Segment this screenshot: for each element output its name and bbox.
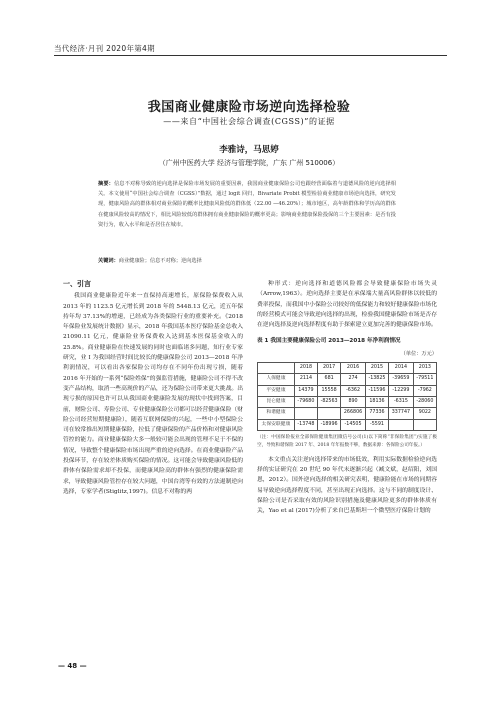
abstract xyxy=(98,179,396,230)
table-cell: -18996 xyxy=(318,419,341,430)
left-column xyxy=(63,279,243,497)
table-header-cell: 2013 xyxy=(413,363,436,374)
table-cell: -79511 xyxy=(413,374,436,385)
table-cell: 18136 xyxy=(365,396,388,407)
table-cell: 266806 xyxy=(341,408,366,419)
table-row-label: 太保安联健康 xyxy=(258,419,295,430)
table-cell: 681 xyxy=(318,374,341,385)
table-cell: 15558 xyxy=(318,385,341,396)
table-cell: 337747 xyxy=(389,408,414,419)
table-header-cell: 2015 xyxy=(365,363,388,374)
table-cell xyxy=(318,408,341,419)
table-title: 表 1 我国主要健康保险公司 2013—2018 年净利润情况 xyxy=(257,338,401,345)
table-cell: -14505 xyxy=(341,419,366,430)
table-row xyxy=(258,396,437,407)
profit-table xyxy=(257,362,437,431)
table-cell: -13825 xyxy=(365,374,388,385)
section-heading-introduction: 一、引言 xyxy=(63,280,91,288)
table-cell: -12299 xyxy=(389,385,414,396)
table-note: （注：中国保险报业全部保险健康集团微信号公司(1)以下简称“非保险集团”)实施了极空，导致和谐保险 2017 年、2018 年年报数不够，数据来源：各保险公司年报。） xyxy=(257,434,437,449)
table-row xyxy=(258,408,437,419)
article-title: 我国商业健康险市场逆向选择检验 xyxy=(147,100,351,115)
table-cell: -39659 xyxy=(389,374,414,385)
right-column-paragraph: 种形式：逆向选择和道德风险都会导致健康保险市场失灵（Arrow,1963）。逆向选择主要是在承保端大量高风险群体以较低的费率投保，而我国中小保险公司较好的低保能力和较好健康保险市场化的经营模式可能会导致逆向选择的出现，检验我国健康保险市场是否存在逆向选择及逆向选择程度有助于探索建立更加完善的健康保险市场。 xyxy=(257,281,437,329)
table-cell xyxy=(294,408,317,419)
article-authors: 李雅诗，马思婷 xyxy=(219,145,279,155)
table-cell: 274 xyxy=(341,374,366,385)
table-cell: -11596 xyxy=(365,385,388,396)
table-cell: -6315 xyxy=(389,396,414,407)
table-cell: -79680 xyxy=(294,396,317,407)
table-header-cell: 2018 xyxy=(294,363,317,374)
table-cell: -13748 xyxy=(294,419,317,430)
table-header-row xyxy=(258,363,437,374)
table-header-cell: 2016 xyxy=(341,363,366,374)
table-row-label: 昆仑健康 xyxy=(258,396,295,407)
header-rule xyxy=(54,55,447,56)
literature-review-paragraph: 本文重点关注逆向选择带来的市场低效，利用实际数据检验逆向选择的实证研究在 20 世纪 90 年代末逐渐兴起（臧文斌，赵绍阳，刘国恩，2012）。国外逆向选择的相关研究表明，健康险能在市场的同期容易导致逆向选择程度不同，甚至出现正向选择。这与不同的制度设计、保险公司是否采取有效的风险识别措施及健康风险更多的群体体质有关，Yao et al (2017)分析了来自巴基斯坦一个微型医疗保险计划的 xyxy=(257,456,437,515)
table-cell: -7962 xyxy=(413,385,436,396)
table-unit: （单位：万元） xyxy=(400,350,437,357)
table-row-label: 平安健康 xyxy=(258,385,295,396)
table-row xyxy=(258,385,437,396)
abstract-text: 信息不对称导致的逆向选择是保险市场发展的重要因素，我国商业健康保险公司也跟经营面临着与道德风险的逆向选择相关。本文使用“中国社会综合调查（CGSS）”数据，通过 logit 回归，Bivariate Probit 模型检验商业健康市场逆向选择，研究发现，健康风险高的群体相对商业保险的概率比健康风险低的群体低（22.00 —46.20%）；城市地区，高年龄群体和学历高的群体在健康风险较高的情况下，相比风险较低的群体拥有商业健康保险的概率更高；影响商业健康保险投保的三个主要因素：是否有投资行为，收入水平和是否居住在城市。 xyxy=(98,181,396,228)
table-cell: 77336 xyxy=(365,408,388,419)
table-cell: -6362 xyxy=(341,385,366,396)
table-cell: 2114 xyxy=(294,374,317,385)
table-row-label: 和谐健康 xyxy=(258,408,295,419)
journal-header: 当代经济·月刊 2020年第4期 xyxy=(54,44,155,53)
keywords-text: 商业健康险；信息不对称；逆向选择 xyxy=(118,258,202,264)
table-header-cell: 2014 xyxy=(389,363,414,374)
table-cell: 9022 xyxy=(413,408,436,419)
article-subtitle: ——来自“中国社会综合调查(CGSS)”的证据 xyxy=(163,117,335,126)
table-cell xyxy=(389,419,414,430)
table-cell: -28060 xyxy=(413,396,436,407)
table-header-cell: 2017 xyxy=(318,363,341,374)
table-header-cell xyxy=(258,363,295,374)
abstract-label: 摘要： xyxy=(98,181,114,187)
right-column xyxy=(257,279,437,517)
table-row-label: 人保健康 xyxy=(258,374,295,385)
table-cell: 14379 xyxy=(294,385,317,396)
article-affiliation: （广州中医药大学 经济与管理学院，广东 广州 510006） xyxy=(158,159,340,167)
introduction-paragraph: 我国商业健康险近年来一直保持高速增长，原保险保费收入从 2013 年的 1123.5 亿元增长到 2018 年的 5448.13 亿元，近五年保持年均 37.13%的增速，已经成为各类保险行业的重要补充。《2018 年保险业发展统计数据》显示，2018 年我国基本医疗保险基金总收入 21090.11 亿元，健康险业务保费收入达到基本医保基金收入的 25.8%。商业健康险在快速发展的同时也面临诸多问题，知行业专家研究，业 I 为我国经营时间比较长的健康保险公司 2013—2018 年净利润情况，可以看出各家保险公司均存在不同年份出现亏损，随着 2016 年开始的一系列“保险姓保”的强监管措施，健康险公司不得不改变产品结构，取消一些高现价的产品，还为保险公司带来更大挑战。出现亏损的原因也许可以从我国商业健康险发展的现状中找到答案，目前，财险公司、寿险公司、专业健康保险公司都可以经营健康保险（财险公司经营短期健康险），随着互联网保险的兴起，一些中小型保险公司在较常推出短期健康保险，拉低了健康保险的产品价格和对健康风险管控的能力。商业健康保险大多一般较可能会出现的管理不足于不保的情况，导致整个健康保险市场出现严重的逆向选择。在商业健康险产品投保环节，存在较差体质购买保险的情况。这可能会导致健康风险低的群体有保险需求却不投保，而健康风险高的群体有强烈的健康保险需求，导致健康风险管控存在较大问题，中国台湾等有效的方法遏制逆向选择，专家学者(Stiglitz,1997)。信息不对称的两 xyxy=(63,293,243,495)
keywords-label: 关键词： xyxy=(98,258,119,264)
table-cell: 890 xyxy=(341,396,366,407)
keywords xyxy=(98,257,396,264)
table-row xyxy=(258,419,437,430)
page-number: — 48 — xyxy=(58,662,87,670)
table-cell: -82563 xyxy=(318,396,341,407)
table-cell: -5591 xyxy=(365,419,388,430)
table-row xyxy=(258,374,437,385)
table-cell xyxy=(413,419,436,430)
